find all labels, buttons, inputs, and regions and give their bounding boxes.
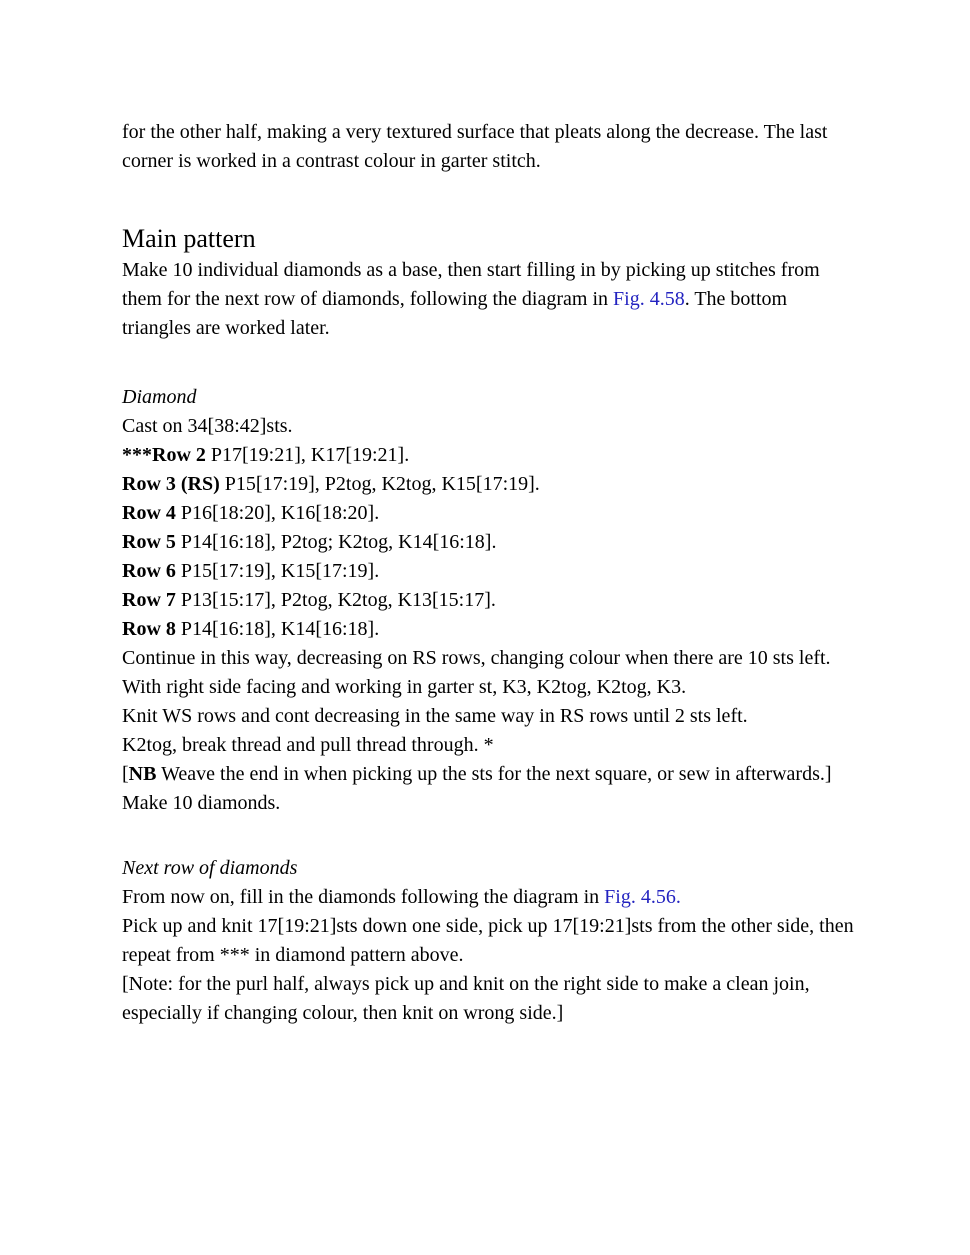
row-2-instructions: P17[19:21], K17[19:21].	[205, 444, 410, 466]
nb-note-open-bracket: [	[122, 763, 129, 785]
row-2-label: ***Row 2	[122, 444, 206, 466]
pattern-row-7	[122, 586, 854, 615]
fig-reference-line	[122, 883, 854, 912]
pick-up-instruction: Pick up and knit 17[19:21]sts down one side, pick up 17[19:21]sts from the other side, then repeat from *** in diamond pattern above.	[122, 915, 854, 966]
fig-line-text-before: From now on, fill in the diamonds following the diagram in	[122, 886, 605, 908]
row-7-instructions: P13[15:17], P2tog, K2tog, K13[15:17].	[175, 589, 496, 611]
nb-note-bold-label: NB	[128, 763, 157, 785]
pattern-row-4	[122, 499, 854, 528]
pattern-row-3	[122, 470, 854, 499]
row-3-instructions: P15[17:19], P2tog, K2tog, K15[17:19].	[219, 473, 540, 495]
page-content	[122, 118, 854, 1028]
fig-4-56-link[interactable]: Fig. 4.56.	[604, 886, 681, 908]
make-diamonds-instruction: Make 10 diamonds.	[122, 792, 281, 814]
nb-note	[122, 760, 854, 789]
pattern-row-8	[122, 615, 854, 644]
garter-instruction: With right side facing and working in garter st, K3, K2tog, K2tog, K3.	[122, 676, 687, 698]
diamond-section	[122, 383, 854, 818]
next-row-section	[122, 854, 854, 1028]
k2tog-finish-instruction: K2tog, break thread and pull thread through. *	[122, 734, 494, 756]
row-8-instructions: P14[16:18], K14[16:18].	[175, 618, 380, 640]
section-heading-main-pattern: Main pattern	[122, 224, 256, 253]
purl-half-note: [Note: for the purl half, always pick up and knit on the right side to make a clean join, especially if changing colour, then knit on wrong side.]	[122, 973, 810, 1024]
main-paragraph-text-after: . The bottom triangles are worked later.	[122, 288, 788, 339]
row-7-label: Row 7	[122, 589, 176, 611]
row-4-instructions: P16[18:20], K16[18:20].	[175, 502, 380, 524]
row-5-label: Row 5	[122, 531, 176, 553]
fig-4-58-link[interactable]: Fig. 4.58	[613, 288, 685, 310]
nb-note-text: Weave the end in when picking up the sts for the next square, or sew in afterwards.]	[156, 763, 832, 785]
intro-paragraph: for the other half, making a very textured surface that pleats along the decrease. The last corner is worked in a contrast colour in garter stitch.	[122, 121, 828, 172]
row-5-instructions: P14[16:18], P2tog; K2tog, K14[16:18].	[175, 531, 497, 553]
row-6-instructions: P15[17:19], K15[17:19].	[175, 560, 380, 582]
pattern-row-2	[122, 441, 854, 470]
pattern-row-6	[122, 557, 854, 586]
row-3-label: Row 3 (RS)	[122, 473, 220, 495]
row-6-label: Row 6	[122, 560, 176, 582]
next-row-subheading: Next row of diamonds	[122, 857, 298, 879]
pattern-row-5	[122, 528, 854, 557]
continue-instruction: Continue in this way, decreasing on RS rows, changing colour when there are 10 sts left.	[122, 647, 831, 669]
ws-rows-instruction: Knit WS rows and cont decreasing in the same way in RS rows until 2 sts left.	[122, 705, 748, 727]
row-4-label: Row 4	[122, 502, 176, 524]
cast-on-line: Cast on 34[38:42]sts.	[122, 415, 293, 437]
main-pattern-paragraph	[122, 256, 854, 343]
diamond-subheading: Diamond	[122, 386, 197, 408]
row-8-label: Row 8	[122, 618, 176, 640]
main-paragraph-text-before: Make 10 individual diamonds as a base, then start filling in by picking up stitches from them for the next row of diamonds, following the diagram in	[122, 259, 820, 310]
